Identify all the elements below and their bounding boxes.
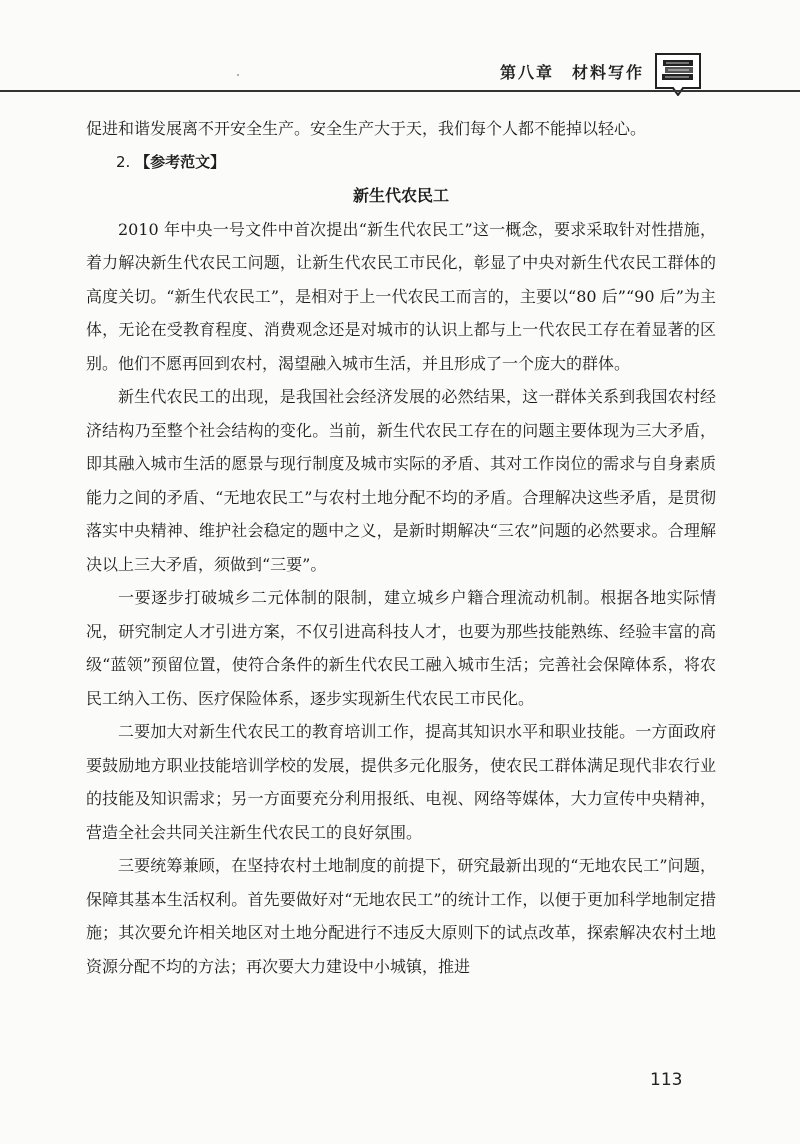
- scan-speck: [237, 74, 239, 76]
- section-number: 2.: [116, 152, 131, 171]
- paragraph: 新生代农民工的出现，是我国社会经济发展的必然结果，这一群体关系到我国农村经济结构乃至整个社会结构的变化。当前，新生代农民工存在的问题主要体现为三大矛盾，即其融入城市生活的愿景与现行制度及城市实际的矛盾、其对工作岗位的需求与自身素质能力之间的矛盾、“无地农民工”与农村土地分配不均的矛盾。合理解决这些矛盾，是贯彻落实中央精神、维护社会稳定的题中之义，是新时期解决“三农”问题的必然要求。合理解决以上三大矛盾，须做到“三要”。: [86, 387, 716, 574]
- paragraph: 二要加大对新生代农民工的教育培训工作，提高其知识水平和职业技能。一方面政府要鼓励地方职业技能培训学校的发展，提供多元化服务，使农民工群体满足现代非农行业的技能及知识需求；另一方面要充分利用报纸、电视、网络等媒体，大力宣传中央精神，营造全社会共同关注新生代农民工的良好氛围。: [86, 722, 716, 842]
- paragraph: 一要逐步打破城乡二元体制的限制，建立城乡户籍合理流动机制。根据各地实际情况，研究制定人才引进方案，不仅引进高科技人才，也要为那些技能熟练、经验丰富的高级“蓝领”预留位置，使符合条件的新生代农民工融入城市生活；完善社会保障体系，将农民工纳入工伤、医疗保险体系，逐步实现新生代农民工市民化。: [86, 588, 716, 708]
- page-header: [0, 0, 800, 100]
- section-label: 【参考范文】: [135, 152, 226, 171]
- lead-line: 促进和谐发展离不开安全生产。安全生产大于天，我们每个人都不能掉以轻心。: [86, 119, 647, 138]
- essay-title: 新生代农民工: [352, 186, 449, 205]
- header-rule: [0, 90, 800, 92]
- page-body: [86, 112, 716, 983]
- paragraph: 2010 年中央一号文件中首次提出“新生代农民工”这一概念，要求采取针对性措施，着力解决新生代农民工问题，让新生代农民工市民化，彰显了中央对新生代农民工群体的高度关切。“新生代农民工”，是相对于上一代农民工而言的，主要以“80 后”“90 后”为主体，无论在受教育程度、消费观念还是对城市的认识上都与上一代农民工存在着显著的区别。他们不愿再回到农村，渴望融入城市生活，并且形成了一个庞大的群体。: [86, 219, 716, 373]
- chapter-title: 第八章 材料写作: [500, 63, 645, 82]
- section-heading: [86, 146, 716, 180]
- paragraph: 三要统筹兼顾，在坚持农村土地制度的前提下，研究最新出现的“无地农民工”问题，保障其基本生活权利。首先要做好对“无地农民工”的统计工作，以便于更加科学地制定措施；其次要允许相关地区对土地分配进行不违反大原则下的试点改革，探索解决农村土地资源分配不均的方法；再次要大力建设中小城镇，推进: [86, 856, 716, 976]
- page-number: 113: [650, 1070, 683, 1090]
